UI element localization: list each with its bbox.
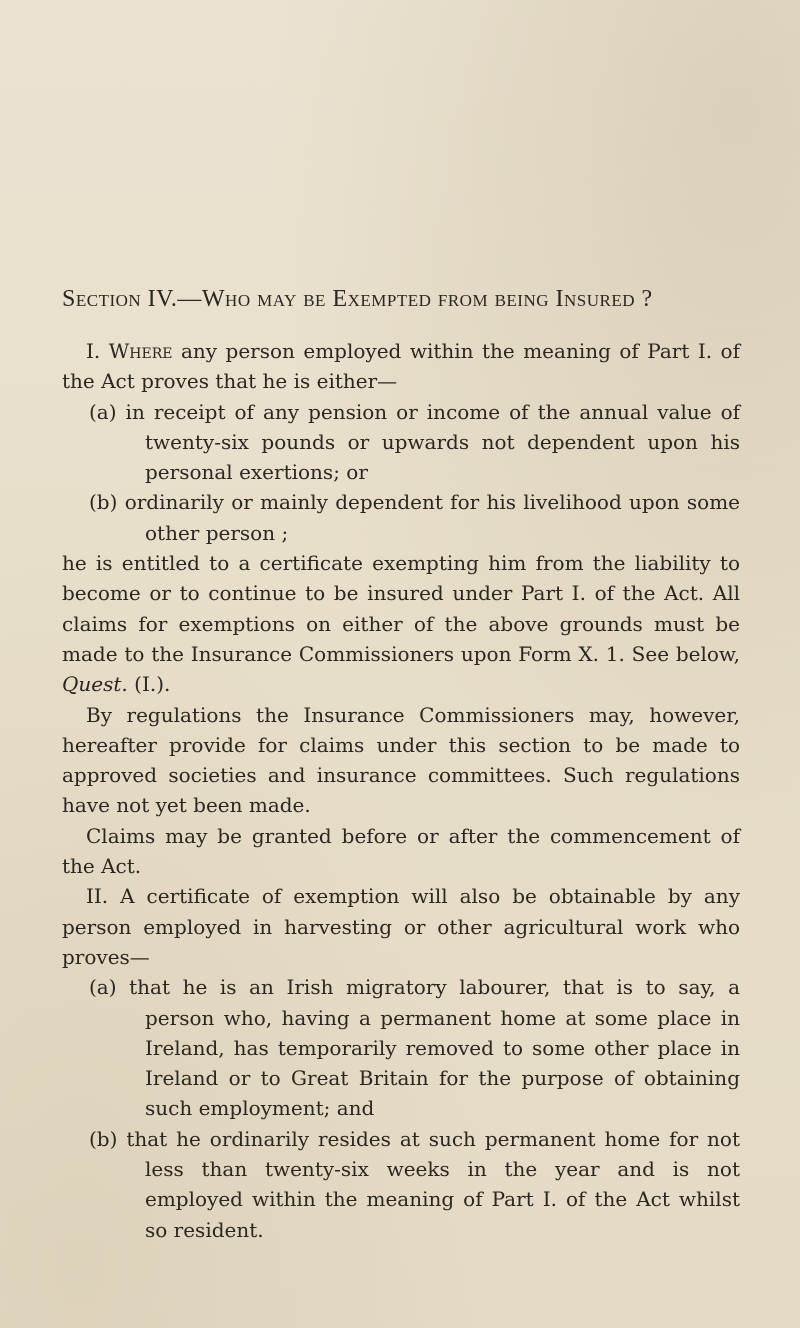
- item-marker: (a): [89, 975, 117, 1000]
- item-text: in receipt of any pension or income of the annual value of twenty-six pounds or upwards not dependent upon his personal exertions; or: [125, 399, 741, 485]
- part-1-intro-text: any person employed within the meaning of Part I. of the Act proves that he is either—: [62, 339, 740, 394]
- conclusion-end: (I.).: [134, 672, 171, 697]
- page-content: [62, 282, 740, 1245]
- part-1-numeral: I.: [86, 339, 101, 363]
- item-marker: (b): [89, 490, 118, 515]
- part-1-intro: [62, 336, 740, 397]
- part-2-item-b: [62, 1124, 740, 1245]
- part-1-regulations: By regulations the Insurance Commissioners may, however, hereafter provide for claims under this section to be made to approved societies and insurance committees. Such regulations have not yet been made.: [62, 702, 740, 818]
- part-2-numeral: II.: [86, 884, 109, 909]
- item-marker: (b): [89, 1126, 118, 1151]
- heading-dash: —: [177, 286, 202, 312]
- part-1-lead-word: Where: [108, 339, 173, 363]
- part-2-intro-text: A certificate of exemption will also be obtainable by any person employed in harvesting or other agricultural work who proves—: [62, 884, 740, 969]
- item-text: that he ordinarily resides at such permanent home for not less than twenty-six weeks in the year and is not employed within the meaning of Part I. of the Act whilst so resident.: [126, 1126, 741, 1242]
- conclusion-text: he is entitled to a certificate exempting him from the liability to become or to continue to be insured under Part I. of the Act. All claims for exemptions on either of the above grounds must be made to the Insurance Commissioners upon Form X. 1. See below,: [62, 551, 740, 666]
- item-marker: (a): [89, 399, 117, 424]
- part-2-intro: [62, 881, 740, 972]
- part-1-item-b: [62, 487, 740, 548]
- part-1-claims: Claims may be granted before or after the commencement of the Act.: [62, 823, 740, 879]
- item-text: ordinarily or mainly dependent for his livelihood upon some other person ;: [124, 490, 740, 545]
- section-number: Section IV.: [62, 286, 178, 312]
- part-2-item-a: [62, 972, 740, 1123]
- section-title: Who may be Exempted from being Insured ?: [201, 286, 653, 312]
- question-reference: Quest.: [62, 672, 128, 697]
- item-text: that he is an Irish migratory labourer, that is to say, a person who, having a permanent home at some place in Ireland, has temporarily removed to some other place in Ireland or to Great Britain for the purpose of obtaining such employment; and: [129, 975, 740, 1121]
- part-1-item-a: [62, 397, 740, 488]
- section-heading: [62, 282, 740, 316]
- part-1-conclusion: [62, 548, 740, 699]
